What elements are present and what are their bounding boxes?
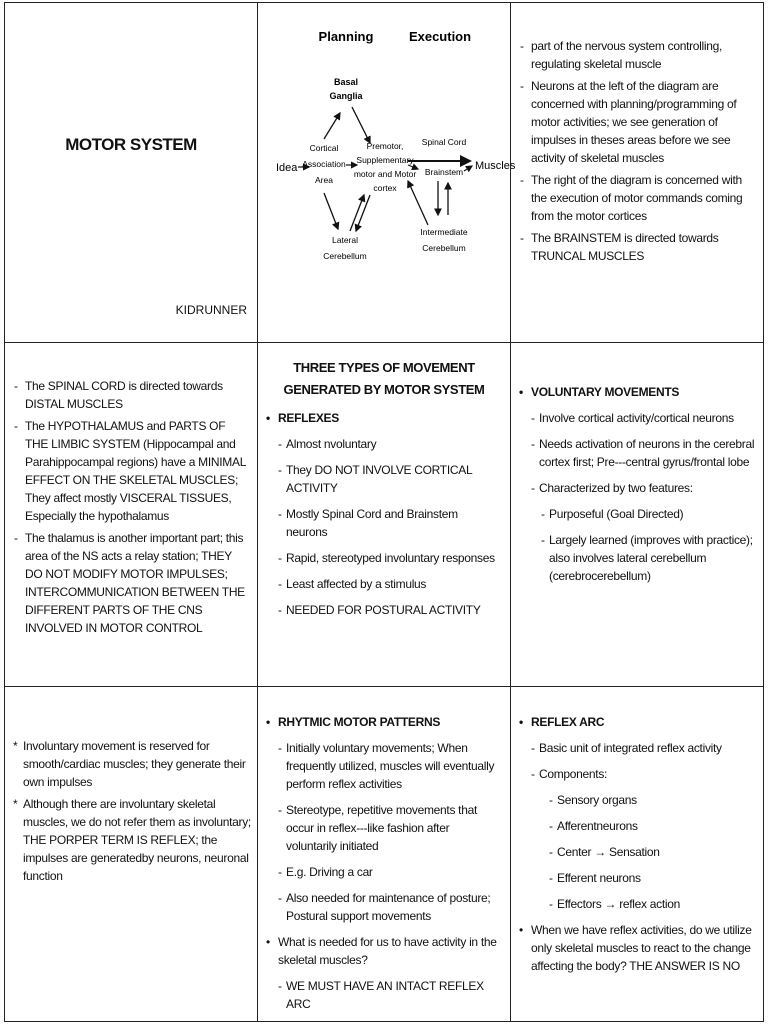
muscles-label: Muscles [475, 160, 516, 172]
arrow-brainstem-muscles [464, 166, 472, 171]
list-item: - Rapid, stereotyped involuntary responses [278, 551, 495, 565]
cortical-label-3: Area [315, 175, 333, 185]
title-cell [4, 2, 258, 343]
reflex-arc-heading: • REFLEX ARC [519, 713, 755, 731]
component-item: - Effectors → reflex action [549, 897, 681, 911]
planning-label: Planning [318, 29, 374, 44]
lateral-cerebellum-label-2: Cerebellum [323, 251, 367, 261]
list-item: - Initially voluntary movements; When frequently utilized, muscles will eventually perform reflex activities [278, 741, 495, 791]
list-item: - Characterized by two features: [531, 481, 693, 495]
list-item: - Neurons at the left of the diagram are concerned with planning/programming of motor activities; we see generation of impulses in theses areas before we see activity of skeletal muscles [517, 77, 753, 167]
arrow-cortical-basal [324, 113, 340, 139]
arrow-cortical-lateral [324, 193, 338, 229]
list-item: - part of the nervous system controlling, regulating skeletal muscle [517, 37, 753, 73]
list-item: - Also needed for maintenance of posture; Postural support movements [278, 891, 491, 923]
list-item: - The right of the diagram is concerned with the execution of motor commands coming from the motor cortices [517, 171, 753, 225]
arrow-inter-premotor [408, 181, 428, 225]
author-label: KIDRUNNER [175, 303, 247, 317]
list-item: - The thalamus is another important part; this area of the NS acts a relay station; THEY DO NOT MODIFY MOTOR IMPULSES; INTERCOMMUNICATION BETWEEN THE DIFFERENT PARTS OF THE CNS INVOLVED IN MOTOR CONTROL [11, 529, 251, 637]
list-item: - Purposeful (Goal Directed) [541, 507, 684, 521]
section-title: THREE TYPES OF MOVEMENT GENERATED BY MOTOR SYSTEM [283, 360, 485, 397]
intermediate-cerebellum-label-2: Cerebellum [422, 243, 466, 253]
spinal-cord-label: Spinal Cord [421, 137, 467, 147]
component-item: - Afferentneurons [549, 819, 638, 833]
list-item: - Stereotype, repetitive movements that occur in reflex---like fashion after voluntarily initiated [278, 803, 478, 853]
overview-cell [510, 2, 764, 343]
question-item: • What is needed for us to have activity in the skeletal muscles? [266, 933, 502, 969]
cortical-label-1: Cortical [309, 143, 339, 153]
list-item: - NEEDED FOR POSTURAL ACTIVITY [278, 603, 481, 617]
lateral-cerebellum-label-1: Lateral [332, 235, 358, 245]
motor-system-diagram [258, 3, 516, 344]
list-item: - Mostly Spinal Cord and Brainstem neurons [278, 507, 458, 539]
rhythmic-cell [257, 686, 511, 1022]
component-item: - Sensory organs [549, 793, 637, 807]
list-item: - Basic unit of integrated reflex activity [531, 741, 722, 755]
question-item: • When we have reflex activities, do we utilize only skeletal muscles to react to the change affecting the body? THE ANSWER IS NO [519, 921, 755, 975]
list-item: - The SPINAL CORD is directed towards DISTAL MUSCLES [11, 377, 251, 413]
note-item: * Involuntary movement is reserved for smooth/cardiac muscles; they generate their own impulses [13, 737, 251, 791]
voluntary-cell [510, 342, 764, 687]
premotor-label-4: cortex [373, 183, 397, 193]
answer-item: - WE MUST HAVE AN INTACT REFLEX ARC [278, 979, 484, 1011]
list-item: - Needs activation of neurons in the cerebral cortex first; Pre---central gyrus/frontal lobe [531, 437, 755, 469]
arrow-premotor-lateral [356, 195, 370, 231]
arrow-basal-premotor [352, 107, 370, 143]
list-item: - The BRAINSTEM is directed towards TRUNCAL MUSCLES [517, 229, 753, 265]
idea-label: Idea [276, 162, 298, 174]
premotor-label-3: motor and Motor [353, 169, 417, 179]
involuntary-notes-cell [4, 686, 258, 1022]
list-item: - Least affected by a stimulus [278, 577, 427, 591]
overview-list [517, 37, 753, 265]
list-item: - E.g. Driving a car [278, 865, 373, 879]
motor-diagram-cell [257, 2, 516, 343]
list-item: - The HYPOTHALAMUS and PARTS OF THE LIMBIC SYSTEM (Hippocampal and Parahippocampal regions) have a MINIMAL EFFECT ON THE SKELETAL MUSCLES; They affect mostly VISCERAL TISSUES, Especially the hypothalamus [11, 417, 251, 525]
arrow-lateral-premotor [350, 195, 364, 231]
list-item: - Almost nvoluntary [278, 437, 377, 451]
page-title: MOTOR SYSTEM [65, 135, 197, 154]
premotor-label-1: Premotor, [366, 141, 404, 151]
brainstem-label: Brainstem [424, 167, 464, 177]
rhythmic-heading: • RHYTMIC MOTOR PATTERNS [266, 713, 502, 731]
component-item: - Efferent neurons [549, 871, 641, 885]
list-item: - They DO NOT INVOLVE CORTICAL ACTIVITY [278, 463, 472, 495]
cns-parts-list [11, 377, 251, 637]
component-item: - Center → Sensation [549, 845, 660, 859]
note-item: * Although there are involuntary skeletal muscles, we do not refer them as involuntary; THE PORPER TERM IS REFLEX; the impulses are generatedby neurons, neuronal function [13, 795, 251, 885]
cortical-label-2: Association [302, 159, 346, 169]
list-item: - Components: [531, 767, 608, 781]
basal-ganglia-label-1: Basal [333, 77, 359, 87]
movement-types-cell [257, 342, 511, 687]
list-item: - Involve cortical activity/cortical neurons [531, 411, 734, 425]
list-item: - Largely learned (improves with practice); also involves lateral cerebellum (cerebrocerebellum) [541, 533, 753, 583]
reflex-arc-cell [510, 686, 764, 1022]
intermediate-cerebellum-label-1: Intermediate [420, 227, 468, 237]
execution-label: Execution [408, 29, 472, 44]
cns-parts-cell [4, 342, 258, 687]
premotor-label-2: Supplementary [356, 155, 414, 165]
basal-ganglia-label-2: Ganglia [329, 91, 363, 101]
notes-table [4, 2, 764, 1022]
reflexes-heading: • REFLEXES [266, 409, 502, 427]
voluntary-heading: • VOLUNTARY MOVEMENTS [519, 383, 755, 401]
